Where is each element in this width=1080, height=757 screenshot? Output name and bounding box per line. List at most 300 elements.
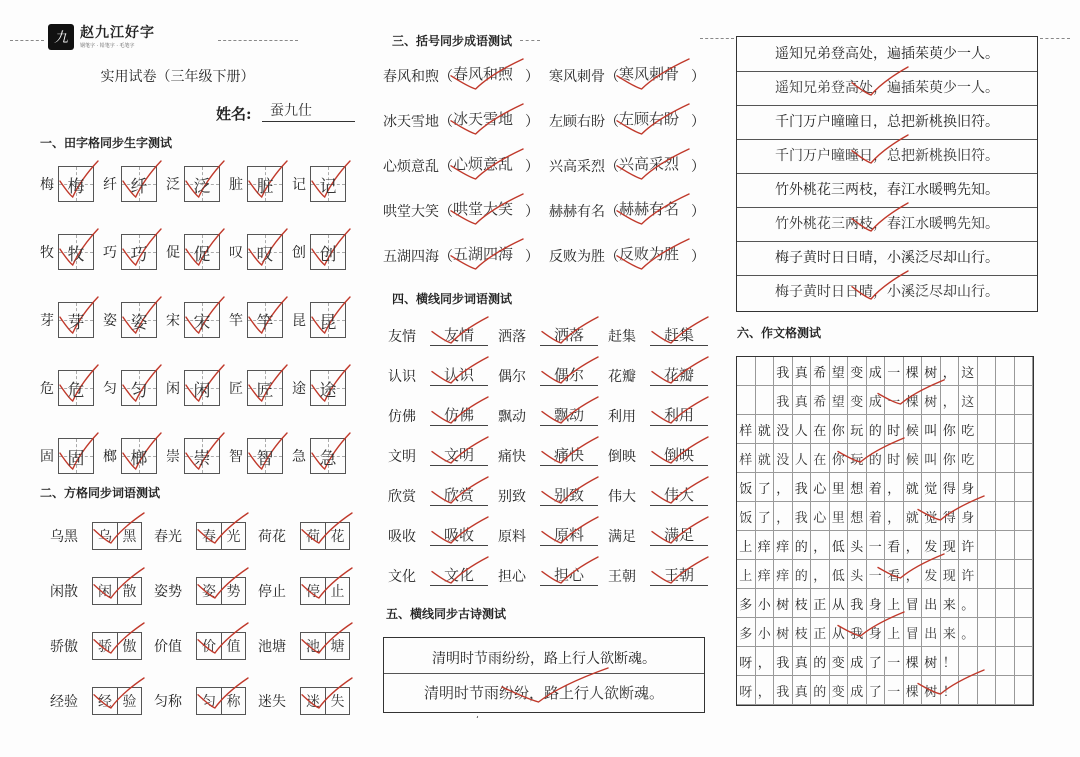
tianzige-box (121, 234, 157, 270)
essay-cell: 里 (830, 473, 849, 502)
hword-answer: 别致 (540, 484, 598, 506)
hword-item (388, 524, 498, 546)
essay-cell: 棵 (904, 647, 923, 676)
essay-cell: 头 (848, 560, 867, 589)
fangge-row (50, 577, 362, 605)
idiom-prompt: 兴高采烈 (549, 159, 605, 175)
idiom-item: 五湖四海（ ） 五湖四海 (383, 245, 539, 265)
essay-cell: 真 (793, 676, 812, 705)
written-char: 途 (319, 380, 337, 401)
essay-cell: 树 (922, 647, 941, 676)
essay-cell: 在 (811, 444, 830, 473)
hword-item (498, 524, 608, 546)
tianzige-item (292, 438, 355, 474)
essay-cell: 心 (811, 502, 830, 531)
essay-cell: 低 (830, 531, 849, 560)
tianzige-item (103, 438, 166, 474)
essay-cell: 饭 (737, 502, 756, 531)
tianzige-box (184, 302, 220, 338)
hword-answer: 友情 (430, 324, 488, 346)
fangge-box (196, 577, 246, 605)
tianzige-item (229, 438, 292, 474)
hword-answer: 王朝 (650, 564, 708, 586)
fangge-row (50, 632, 362, 660)
essay-cell: 人 (793, 444, 812, 473)
essay-cell: 得 (941, 502, 960, 531)
written-char: 止 (325, 578, 349, 604)
essay-grid (736, 356, 1034, 706)
essay-cell (996, 618, 1015, 647)
hword-prompt: 洒落 (498, 329, 526, 345)
essay-cell (959, 676, 978, 705)
essay-cell: 你 (941, 415, 960, 444)
essay-cell: 发 (922, 560, 941, 589)
hword-prompt: 文明 (388, 449, 416, 465)
written-char: 宋 (193, 312, 211, 333)
poem-divider (384, 673, 704, 674)
essay-cell: 痒 (774, 560, 793, 589)
essay-cell: 就 (756, 415, 775, 444)
written-char: 闲 (193, 380, 211, 401)
essay-cell: 现 (941, 531, 960, 560)
tianzige-box (247, 234, 283, 270)
essay-cell: 冒 (904, 589, 923, 618)
essay-cell: 的 (793, 531, 812, 560)
tianzige-box (121, 370, 157, 406)
idiom-row (383, 246, 715, 266)
tianzige-item (40, 234, 103, 270)
essay-cell (996, 473, 1015, 502)
essay-cell: 成 (848, 676, 867, 705)
idiom-prompt: 春风和煦 (383, 69, 439, 85)
essay-cell: 时 (885, 444, 904, 473)
essay-cell: 变 (848, 386, 867, 415)
written-char: 崇 (193, 448, 211, 469)
written-char: 姿 (130, 312, 148, 333)
tianzige-item (166, 302, 229, 338)
essay-cell: ， (904, 531, 923, 560)
written-char: 散 (117, 578, 141, 604)
essay-cell (978, 676, 997, 705)
tianzige-item (103, 302, 166, 338)
hword-item (498, 404, 608, 426)
poem-print-line: 梅子黄时日日晴，小溪泛尽却山行。 (737, 241, 1037, 276)
prompt-word: 匀称 (154, 694, 182, 710)
essay-cell (737, 357, 756, 386)
essay-cell: 变 (830, 676, 849, 705)
essay-cell (996, 502, 1015, 531)
essay-cell: 我 (774, 647, 793, 676)
essay-cell (737, 386, 756, 415)
essay-cell: 上 (885, 589, 904, 618)
tianzige-box (247, 166, 283, 202)
essay-cell: 没 (774, 444, 793, 473)
written-char: 叹 (256, 244, 274, 265)
hword-answer: 洒落 (540, 324, 598, 346)
essay-cell: 真 (793, 357, 812, 386)
essay-cell: 身 (959, 502, 978, 531)
hword-item (388, 364, 498, 386)
essay-cell: 树 (922, 386, 941, 415)
prompt-word: 闲散 (50, 584, 78, 600)
hword-answer: 吸收 (430, 524, 488, 546)
written-char: 势 (221, 578, 245, 604)
essay-cell (1015, 386, 1034, 415)
written-char: 急 (319, 448, 337, 469)
tianzige-box (310, 302, 346, 338)
hword-prompt: 吸收 (388, 529, 416, 545)
written-char: 称 (221, 688, 245, 714)
essay-cell: 在 (811, 415, 830, 444)
fangge-box (300, 632, 350, 660)
poem-handwritten-line: 梅子黄时日日晴，小溪泛尽却山行。 (775, 284, 999, 300)
idiom-answer: 心烦意乱 (453, 155, 514, 173)
prompt-char: 昆 (292, 313, 306, 329)
tianzige-item (166, 166, 229, 202)
essay-cell: 希 (811, 386, 830, 415)
prompt-char: 叹 (229, 245, 243, 261)
essay-cell: ， (774, 502, 793, 531)
written-char: 昆 (319, 312, 337, 333)
essay-cell: 呀 (737, 647, 756, 676)
essay-cell: 小 (756, 618, 775, 647)
essay-cell: 枝 (793, 618, 812, 647)
essay-cell (996, 589, 1015, 618)
tianzige-row (40, 166, 355, 202)
essay-cell (1015, 531, 1034, 560)
fangge-item (154, 577, 258, 605)
essay-cell (978, 647, 997, 676)
essay-handwritten-row (737, 618, 1033, 647)
prompt-char: 固 (40, 449, 54, 465)
header-decoration (10, 40, 44, 43)
prompt-char: 榔 (103, 449, 117, 465)
essay-cell: 里 (830, 502, 849, 531)
essay-cell (978, 415, 997, 444)
tianzige-box (121, 302, 157, 338)
tianzige-row (40, 234, 355, 270)
written-char: 闲 (98, 584, 112, 600)
written-char: 春 (202, 529, 216, 545)
essay-cell: 多 (737, 589, 756, 618)
idiom-answer: 兴高采烈 (619, 155, 680, 173)
essay-cell (978, 560, 997, 589)
essay-cell: 人 (793, 415, 812, 444)
prompt-char: 途 (292, 381, 306, 397)
tianzige-box (58, 302, 94, 338)
idiom-answer: 五湖四海 (453, 245, 514, 263)
essay-cell (1015, 560, 1034, 589)
essay-cell: 身 (867, 618, 886, 647)
essay-handwritten-row (737, 560, 1033, 589)
hword-item (498, 484, 608, 506)
hword-prompt: 满足 (608, 529, 636, 545)
idiom-prompt: 心烦意乱 (383, 159, 439, 175)
tianzige-box (310, 370, 346, 406)
section-4-title: 四、横线同步词语测试 (392, 292, 513, 306)
hword-item (608, 404, 718, 426)
essay-cell: 我 (774, 676, 793, 705)
essay-cell: ， (774, 473, 793, 502)
written-char: 经 (98, 694, 112, 710)
essay-cell: 想 (848, 473, 867, 502)
tianzige-box (310, 166, 346, 202)
idiom-item: 兴高采烈（ ） 兴高采烈 (549, 155, 705, 175)
essay-cell: 。 (959, 589, 978, 618)
written-char: 光 (221, 523, 245, 549)
hword-row (388, 404, 718, 426)
essay-cell (1015, 647, 1034, 676)
tianzige-item (103, 234, 166, 270)
written-char: 榔 (130, 448, 148, 469)
prompt-char: 急 (292, 449, 306, 465)
essay-cell: 叫 (922, 415, 941, 444)
essay-print-row (737, 531, 1033, 560)
fangge-item (154, 522, 258, 550)
essay-cell: ， (941, 357, 960, 386)
tianzige-item (40, 166, 103, 202)
tianzige-box (310, 438, 346, 474)
essay-cell (1015, 502, 1034, 531)
section-3-title: 三、括号同步成语测试 (392, 34, 513, 48)
hword-prompt: 仿佛 (388, 409, 416, 425)
idiom-answer: 春风和煦 (453, 65, 514, 83)
essay-cell: 一 (885, 647, 904, 676)
prompt-char: 记 (292, 177, 306, 193)
essay-cell: 我 (793, 502, 812, 531)
tianzige-box (121, 166, 157, 202)
essay-handwritten-row (737, 444, 1033, 473)
essay-cell: 你 (830, 444, 849, 473)
hword-answer: 满足 (650, 524, 708, 546)
essay-cell (996, 415, 1015, 444)
tianzige-item (166, 370, 229, 406)
essay-cell: 我 (774, 357, 793, 386)
prompt-char: 牧 (40, 245, 54, 261)
essay-cell: 小 (756, 589, 775, 618)
essay-cell: 从 (830, 589, 849, 618)
essay-cell (996, 386, 1015, 415)
essay-cell (978, 473, 997, 502)
prompt-word: 春光 (154, 529, 182, 545)
essay-cell: 就 (904, 473, 923, 502)
prompt-char: 脏 (229, 177, 243, 193)
written-char: 价 (202, 639, 216, 655)
essay-cell: ， (756, 676, 775, 705)
written-char: 停 (306, 584, 320, 600)
hword-answer: 认识 (430, 364, 488, 386)
essay-cell (978, 502, 997, 531)
essay-cell (1015, 618, 1034, 647)
essay-cell: 许 (959, 560, 978, 589)
essay-cell (1015, 357, 1034, 386)
hword-answer: 伟大 (650, 484, 708, 506)
hword-item (608, 484, 718, 506)
hword-prompt: 赶集 (608, 329, 636, 345)
fangge-row (50, 687, 362, 715)
essay-cell: 一 (867, 560, 886, 589)
idiom-prompt: 五湖四海 (383, 249, 439, 265)
brand-subtitle: 钢笔字 · 铅笔字 · 毛笔字 (80, 43, 135, 49)
tianzige-item (229, 302, 292, 338)
tianzige-box (58, 438, 94, 474)
essay-cell: 望 (830, 386, 849, 415)
tianzige-row (40, 370, 355, 406)
idiom-item: 春风和煦（ ） 春风和煦 (383, 65, 539, 85)
essay-cell: ， (885, 473, 904, 502)
essay-cell: 我 (774, 386, 793, 415)
hword-item (388, 404, 498, 426)
prompt-char: 匀 (103, 381, 117, 397)
hword-prompt: 友情 (388, 329, 416, 345)
tianzige-item (103, 166, 166, 202)
header-decoration (700, 38, 734, 41)
written-char: 傲 (117, 633, 141, 659)
brand-logo (48, 24, 74, 50)
essay-cell (959, 647, 978, 676)
essay-cell: 这 (959, 386, 978, 415)
hword-prompt: 飘动 (498, 409, 526, 425)
fangge-item (258, 577, 362, 605)
prompt-word: 乌黑 (50, 529, 78, 545)
fangge-box (196, 632, 246, 660)
essay-cell: ！ (941, 676, 960, 705)
fangge-row (50, 522, 362, 550)
poem-handwritten-line: 竹外桃花三两枝，春江水暖鸭先知。 (737, 207, 1037, 242)
essay-cell: 一 (885, 386, 904, 415)
essay-cell: 了 (867, 647, 886, 676)
essay-cell: 我 (848, 618, 867, 647)
idiom-answer: 赫赫有名 (619, 200, 680, 218)
prompt-word: 经验 (50, 694, 78, 710)
written-char: 脏 (256, 176, 274, 197)
essay-cell (978, 618, 997, 647)
tianzige-item (40, 438, 103, 474)
essay-cell (996, 357, 1015, 386)
hword-prompt: 欣赏 (388, 489, 416, 505)
written-char: 智 (256, 448, 274, 469)
essay-cell: 看 (885, 531, 904, 560)
essay-cell (1015, 473, 1034, 502)
prompt-word: 骄傲 (50, 639, 78, 655)
essay-cell: 我 (793, 473, 812, 502)
essay-cell: 低 (830, 560, 849, 589)
essay-print-row (737, 473, 1033, 502)
essay-cell: ， (756, 647, 775, 676)
essay-print-row (737, 589, 1033, 618)
essay-cell: 成 (867, 357, 886, 386)
prompt-char: 姿 (103, 313, 117, 329)
essay-print-row (737, 647, 1033, 676)
written-char: 荷 (306, 529, 320, 545)
essay-cell: 样 (737, 444, 756, 473)
essay-cell: 时 (885, 415, 904, 444)
essay-cell (978, 357, 997, 386)
idiom-prompt: 左顾右盼 (549, 114, 605, 130)
idiom-answer: 左顾右盼 (619, 110, 680, 128)
essay-cell: 。 (959, 618, 978, 647)
essay-cell: 就 (904, 502, 923, 531)
tianzige-box (247, 370, 283, 406)
essay-cell: 身 (867, 589, 886, 618)
tianzige-box (184, 438, 220, 474)
fangge-box (196, 687, 246, 715)
tianzige-item (292, 302, 355, 338)
header-decoration (218, 40, 298, 43)
essay-cell: 着 (867, 473, 886, 502)
idiom-answer: 寒风刺骨 (619, 65, 680, 83)
fangge-box (196, 522, 246, 550)
tianzige-item (292, 370, 355, 406)
fangge-box (300, 577, 350, 605)
prompt-char: 纤 (103, 177, 117, 193)
tianzige-box (121, 438, 157, 474)
prompt-char: 泛 (166, 177, 180, 193)
essay-cell: 棵 (904, 357, 923, 386)
poem-print-line: 竹外桃花三两枝，春江水暖鸭先知。 (737, 173, 1037, 208)
essay-print-row (737, 357, 1033, 386)
hword-answer: 文化 (430, 564, 488, 586)
essay-cell: 叫 (922, 444, 941, 473)
hword-prompt: 王朝 (608, 569, 636, 585)
essay-cell: 的 (811, 647, 830, 676)
essay-cell: 真 (793, 647, 812, 676)
essay-cell (1015, 444, 1034, 473)
written-char: 梅 (67, 176, 85, 197)
fangge-item (50, 687, 154, 715)
idiom-answer: 反败为胜 (619, 245, 680, 263)
essay-cell: 棵 (904, 386, 923, 415)
hword-prompt: 认识 (388, 369, 416, 385)
essay-cell: 成 (867, 386, 886, 415)
fangge-item (50, 632, 154, 660)
tianzige-item (40, 370, 103, 406)
tianzige-box (58, 370, 94, 406)
essay-cell: ！ (941, 647, 960, 676)
written-char: 芽 (67, 312, 85, 333)
prompt-char: 闲 (166, 381, 180, 397)
hword-prompt: 伟大 (608, 489, 636, 505)
essay-cell: 了 (756, 502, 775, 531)
hword-answer: 利用 (650, 404, 708, 426)
essay-cell: 痒 (774, 531, 793, 560)
essay-cell: 棵 (904, 676, 923, 705)
prompt-word: 价值 (154, 639, 182, 655)
poem-handwritten-line: 清明时节雨纷纷，路上行人欲断魂。 (423, 684, 664, 702)
fangge-box (92, 687, 142, 715)
idiom-prompt: 冰天雪地 (383, 114, 439, 130)
essay-cell: 觉 (922, 473, 941, 502)
hword-prompt: 担心 (498, 569, 526, 585)
prompt-char: 竿 (229, 313, 243, 329)
hword-item (498, 324, 608, 346)
hword-prompt: 原料 (498, 529, 526, 545)
essay-cell (978, 444, 997, 473)
essay-cell: 上 (737, 531, 756, 560)
hword-answer: 仿佛 (430, 404, 488, 426)
essay-cell (756, 357, 775, 386)
tianzige-item (229, 234, 292, 270)
essay-cell: 想 (848, 502, 867, 531)
written-char: 纤 (130, 176, 148, 197)
prompt-word: 姿势 (154, 584, 182, 600)
written-char: 牧 (67, 244, 85, 265)
fangge-item (50, 577, 154, 605)
idiom-item: 左顾右盼（ ） 左顾右盼 (549, 110, 705, 130)
written-char: 验 (117, 688, 141, 714)
essay-cell (996, 676, 1015, 705)
essay-cell: 来 (941, 589, 960, 618)
